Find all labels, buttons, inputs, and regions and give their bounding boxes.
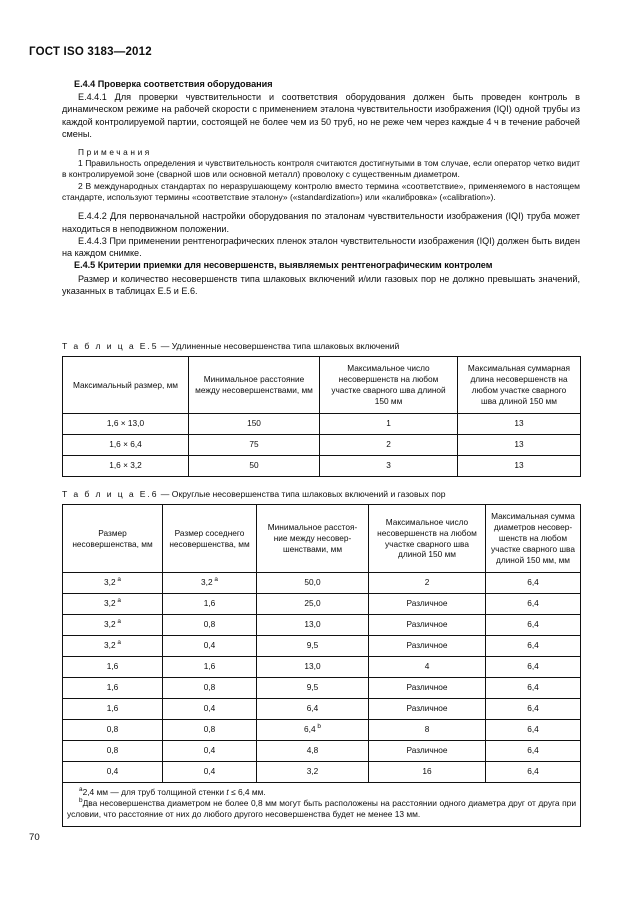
table-row xyxy=(63,434,581,455)
clause-e442-paragraph: E.4.4.2 Для первоначальной настройки оборудования по эталонам чувствительности изображения (IQI) труба может находиться в неподвижном положении. xyxy=(62,211,580,234)
table-e6-cell: 1,6 xyxy=(63,677,163,698)
table-e5-cell: 1 xyxy=(320,413,458,434)
clause-e45-paragraph: Размер и количество несовершенств типа шлаковых включений и/или газовых пор не должно превышать значений, указанных в таблицах E.5 и E.6. xyxy=(62,273,580,296)
table-e6-cell: 0,4 xyxy=(163,698,257,719)
table-e5-header-cell-3: Максимальная суммарная длина несовершенств на любом участке сварного шва длиной 150 мм xyxy=(458,357,581,414)
table-e6-caption xyxy=(62,489,580,500)
table-e5-caption-title: Удлиненные несовершенства типа шлаковых включений xyxy=(171,341,400,351)
table-e6-cell: 3,2 $^a$ xyxy=(63,614,163,635)
footnote-b-marker: b xyxy=(79,797,83,805)
table-e6-header-cell-4: Максимальная сумма диаметров несовер-шенств на любом участке сварного шва длиной 150 мм, мм xyxy=(486,505,581,573)
table-e6-cell: 25,0 xyxy=(257,593,369,614)
notes-title: Примечания xyxy=(78,147,152,158)
table-e6-cell: 0,8 xyxy=(63,719,163,740)
table-e6-cell: 6,4 xyxy=(486,677,581,698)
table-e6-cell: 8 xyxy=(369,719,486,740)
table-e5-cell: 1,6 × 6,4 xyxy=(63,434,189,455)
table-e6-cell: 16 xyxy=(369,761,486,782)
table-e6-cell: 0,8 xyxy=(163,719,257,740)
table-e6-cell: Различное xyxy=(369,593,486,614)
table-e6-cell: 6,4 xyxy=(486,698,581,719)
table-e5-cell: 2 xyxy=(320,434,458,455)
table-e6 xyxy=(62,504,581,827)
table-e5-cell: 1,6 × 3,2 xyxy=(63,455,189,476)
footnote-a-part1: 2,4 мм — для труб толщиной стенки xyxy=(82,786,227,797)
table-e6-cell: 6,4 xyxy=(486,761,581,782)
table-e5-header-cell-1: Минимальное расстояние между несовершенствами, мм xyxy=(189,357,320,414)
table-e6-cell: 0,8 xyxy=(63,740,163,761)
table-e5-header-cell-2: Максимальное число несовершенств на любом участке сварного шва длиной 150 мм xyxy=(320,357,458,414)
table-row xyxy=(63,455,581,476)
table-e6-cell: Различное xyxy=(369,635,486,656)
table-e6-cell: 0,4 xyxy=(163,635,257,656)
footnote-a xyxy=(67,787,576,798)
table-e6-caption-title: Округлые несовершенства типа шлаковых включений и газовых пор xyxy=(171,489,446,499)
table-e5 xyxy=(62,356,581,477)
table-row xyxy=(63,698,581,719)
table-e6-cell: 6,4 xyxy=(486,635,581,656)
table-e5-cell: 13 xyxy=(458,455,581,476)
table-e5-cell: 13 xyxy=(458,413,581,434)
table-e6-cell: 13,0 xyxy=(257,614,369,635)
table-e6-cell: 3,2 $^a$ xyxy=(63,572,163,593)
page-number: 70 xyxy=(29,832,40,843)
table-row xyxy=(63,593,581,614)
table-e5-block xyxy=(62,341,580,477)
table-e5-header-cell-0: Максимальный размер, мм xyxy=(63,357,189,414)
table-row xyxy=(63,413,581,434)
table-e6-cell: 0,8 xyxy=(163,677,257,698)
table-e5-caption xyxy=(62,341,580,352)
table-e6-header-cell-2: Минимальное расстоя-ние между несовер-шенствами, мм xyxy=(257,505,369,573)
table-e6-cell: 0,8 xyxy=(163,614,257,635)
table-e6-cell: 6,4 $^b$ xyxy=(257,719,369,740)
footnote-a-part2: ≤ 6,4 мм. xyxy=(228,786,266,797)
table-e6-cell: 1,6 xyxy=(163,656,257,677)
footnote-marker: b xyxy=(315,723,321,731)
table-e6-footnotes-row xyxy=(63,782,581,827)
table-e6-cell: 0,4 xyxy=(163,761,257,782)
table-e5-cell: 1,6 × 13,0 xyxy=(63,413,189,434)
table-e6-cell: Различное xyxy=(369,614,486,635)
table-e6-header-row xyxy=(63,505,581,573)
clause-e443-paragraph: E.4.4.3 При применении рентгенографических пленок эталон чувствительности изображения (IQI) должен быть виден на каждом снимке. xyxy=(62,235,580,259)
table-row xyxy=(63,656,581,677)
table-e6-cell: 9,5 xyxy=(257,677,369,698)
table-e6-footnotes-cell xyxy=(63,782,581,827)
body-content xyxy=(62,78,580,297)
footnote-a-symbol: t xyxy=(226,786,229,797)
table-e6-cell: 0,4 xyxy=(163,740,257,761)
footnote-marker: a xyxy=(115,639,121,647)
table-e6-cell: 13,0 xyxy=(257,656,369,677)
table-e5-cell: 3 xyxy=(320,455,458,476)
table-e6-cell: 3,2 $^a$ xyxy=(163,572,257,593)
table-e6-cell: 4,8 xyxy=(257,740,369,761)
table-row xyxy=(63,635,581,656)
footnote-marker: a xyxy=(115,618,121,626)
table-e6-block xyxy=(62,489,580,827)
footnote-marker: a xyxy=(115,597,121,605)
footnote-b xyxy=(67,798,576,820)
clause-e44-heading: E.4.4 Проверка соответствия оборудования xyxy=(74,79,273,89)
table-e6-header-cell-0: Размер несовершенства, мм xyxy=(63,505,163,573)
table-e6-cell: 4 xyxy=(369,656,486,677)
table-e5-cell: 75 xyxy=(189,434,320,455)
table-e6-cell: 1,6 xyxy=(63,698,163,719)
table-e5-caption-dash: — xyxy=(160,341,170,351)
table-e5-cell: 13 xyxy=(458,434,581,455)
footnote-marker: a xyxy=(115,576,121,584)
table-e6-header-cell-3: Максимальное число несовершенств на любом участке сварного шва длиной 150 мм xyxy=(369,505,486,573)
table-e6-cell: 1,6 xyxy=(63,656,163,677)
footnote-b-text: Два несовершенства диаметром не более 0,8 мм могут быть расположены на расстоянии одного диаметра друг от друга при условии, что расстояние от них до любого другого несовершенства будет не менее 13 мм. xyxy=(67,798,576,820)
table-e6-cell: 1,6 xyxy=(163,593,257,614)
table-e6-caption-dash: — xyxy=(160,489,170,499)
table-e5-caption-label: Т а б л и ц а E.5 xyxy=(62,341,159,351)
footnote-a-marker: a xyxy=(79,786,83,794)
table-e6-cell: 3,2 $^a$ xyxy=(63,593,163,614)
table-e6-cell: 6,4 xyxy=(486,656,581,677)
table-e6-cell: 3,2 $^a$ xyxy=(63,635,163,656)
table-e5-cell: 50 xyxy=(189,455,320,476)
table-e5-header-row xyxy=(63,357,581,414)
table-e6-cell: 6,4 xyxy=(486,719,581,740)
table-e6-cell: Различное xyxy=(369,740,486,761)
table-e6-cell: 6,4 xyxy=(257,698,369,719)
table-e6-cell: 50,0 xyxy=(257,572,369,593)
table-row xyxy=(63,719,581,740)
table-row xyxy=(63,761,581,782)
footnote-marker: a xyxy=(212,576,218,584)
table-e6-cell: 3,2 xyxy=(257,761,369,782)
table-e6-cell: 6,4 xyxy=(486,572,581,593)
table-e6-cell: Различное xyxy=(369,677,486,698)
clause-e441-paragraph: E.4.4.1 Для проверки чувствительности и соответствия оборудования должен быть проведен контроль в динамическом режиме на рабочей скорости с применением эталона чувствительности изображения (IQI) одной трубы из каждой контролируемой партии, состоящей не более чем из 50 труб, но не реже чем через каждые 4 ч в течение рабочей смены. xyxy=(62,92,580,139)
table-e5-cell: 150 xyxy=(189,413,320,434)
table-row xyxy=(63,614,581,635)
table-e6-cell: 6,4 xyxy=(486,740,581,761)
running-head: ГОСТ ISO 3183—2012 xyxy=(29,46,152,58)
clause-e45-heading: E.4.5 Критерии приемки для несовершенств, выявляемых рентгенографическим контролем xyxy=(74,260,493,271)
table-row xyxy=(63,572,581,593)
table-row xyxy=(63,740,581,761)
table-e6-cell: 6,4 xyxy=(486,593,581,614)
table-e6-cell: Различное xyxy=(369,698,486,719)
table-row xyxy=(63,677,581,698)
note-1-paragraph: 1 Правильность определения и чувствительность контроля считаются достигнутыми в том случае, если оператор четко видит в контролируемой зоне (сварной шов или основной металл) проволоку с существенным диаметром. xyxy=(62,157,580,180)
table-e6-cell: 9,5 xyxy=(257,635,369,656)
table-e6-caption-label: Т а б л и ц а E.6 xyxy=(62,489,159,499)
table-e6-cell: 6,4 xyxy=(486,614,581,635)
table-e6-cell: 0,4 xyxy=(63,761,163,782)
table-e6-cell: 2 xyxy=(369,572,486,593)
note-2-paragraph: 2 В международных стандартах по неразрушающему контролю вместо термина «соответствие», применяемого в настоящем стандарте, используют термины «соответствие эталону» («standardization») или «калибровка» («calibration»). xyxy=(62,180,580,203)
table-e6-header-cell-1: Размер соседнего несовершенства, мм xyxy=(163,505,257,573)
